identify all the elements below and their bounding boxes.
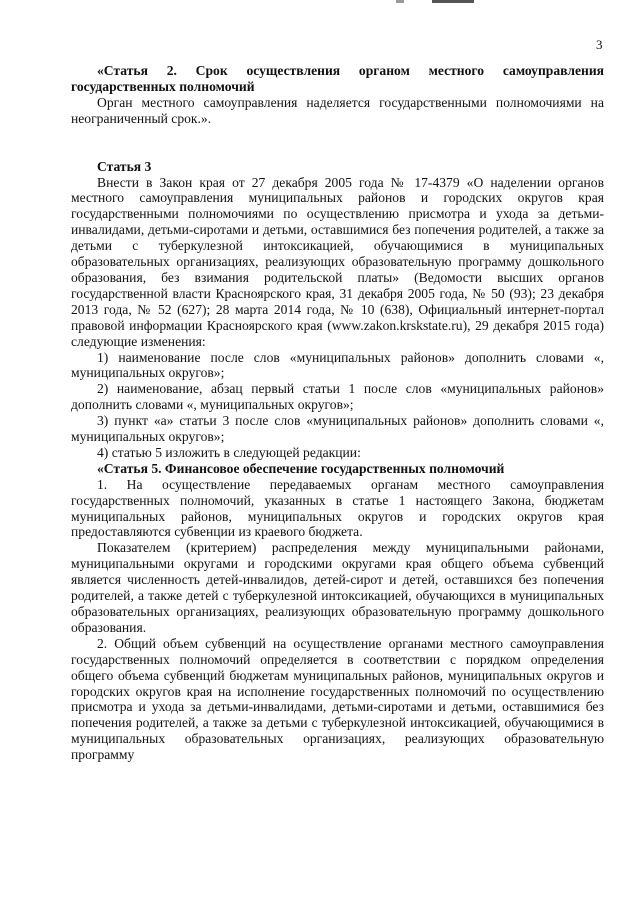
- article2-text: Орган местного самоуправления наделяется государственными полномочиями на неограниченный срок.».: [71, 94, 604, 126]
- article5-heading: «Статья 5. Финансовое обеспечение государственных полномочий: [97, 460, 505, 476]
- article2-heading: «Статья 2. Срок осуществления органом местного самоуправления государственных полномочий: [71, 63, 604, 94]
- scan-top-marks: [0, 0, 637, 8]
- paragraph-gap: [71, 127, 604, 159]
- article3-heading: Статья 3: [97, 158, 152, 174]
- amendment-item-3: 3) пункт «а» статьи 3 после слов «муниципальных районов» дополнить словами «, муниципальных округов»;: [71, 413, 604, 445]
- article3-intro: Внести в Закон края от 27 декабря 2005 года № 17-4379 «О наделении органов местного самоуправления муниципальных районов и городских округов края государственными полномочиями по осуществлению присмотра и ухода за детьми-инвалидами, детьми-сиротами и детьми, оставшимися без попечения родителей, а также за детьми с туберкулезной интоксикацией, обучающимися в муниципальных образовательных организациях, реализующих образовательную программу дошкольного образования, без взимания родительской платы» (Ведомости высших органов государственной власти Красноярского края, 31 декабря 2005 года, № 50 (93); 23 декабря 2013 года, № 52 (627); 28 марта 2014 года, № 10 (638), Официальный интернет-портал правовой информации Красноярского края (www.zakon.krskstate.ru), 29 декабря 2015 года) следующие изменения:: [71, 174, 604, 349]
- scan-mark-1: [396, 0, 404, 3]
- amendment-item-1: 1) наименование после слов «муниципальных районов» дополнить словами «, муниципальных округов»;: [71, 349, 604, 381]
- article5-paragraph-2: Показателем (критерием) распределения между муниципальными районами, муниципальными округами и городскими округами края общего объема субвенций является численность детей-инвалидов, детей-сирот и детей, оставшихся без попечения родителей, а также детей с туберкулезной интоксикацией, обучающихся в муниципальных образовательных организациях, реализующих образовательную программу дошкольного образования.: [71, 540, 604, 635]
- amendment-item-2: 2) наименование, абзац первый статьи 1 после слов «муниципальных районов» дополнить словами «, муниципальных округов»;: [71, 381, 604, 413]
- page-number: 3: [596, 37, 603, 52]
- article5-paragraph-1: 1. На осуществление передаваемых органам местного самоуправления государственных полномочий, указанных в статье 1 настоящего Закона, бюджетам муниципальных районов, муниципальных округов и городских округов края предоставляются субвенции из краевого бюджета.: [71, 476, 604, 540]
- article5-paragraph-3: 2. Общий объем субвенций на осуществление органами местного самоуправления государственных полномочий определяется в соответствии с порядком определения общего объема субвенций бюджетам муниципальных районов, муниципальных округов и городских округов края на исполнение государственных полномочий по осуществлению присмотра и ухода за детьми-инвалидами, детьми-сиротами и детьми, оставшимися без попечения родителей, а также за детьми с туберкулезной интоксикацией, обучающимися в муниципальных образовательных организациях, реализующих образовательную программу: [71, 635, 604, 763]
- document-body: [71, 63, 604, 763]
- amendment-item-4: 4) статью 5 изложить в следующей редакции:: [97, 444, 361, 460]
- scan-mark-2: [432, 0, 474, 3]
